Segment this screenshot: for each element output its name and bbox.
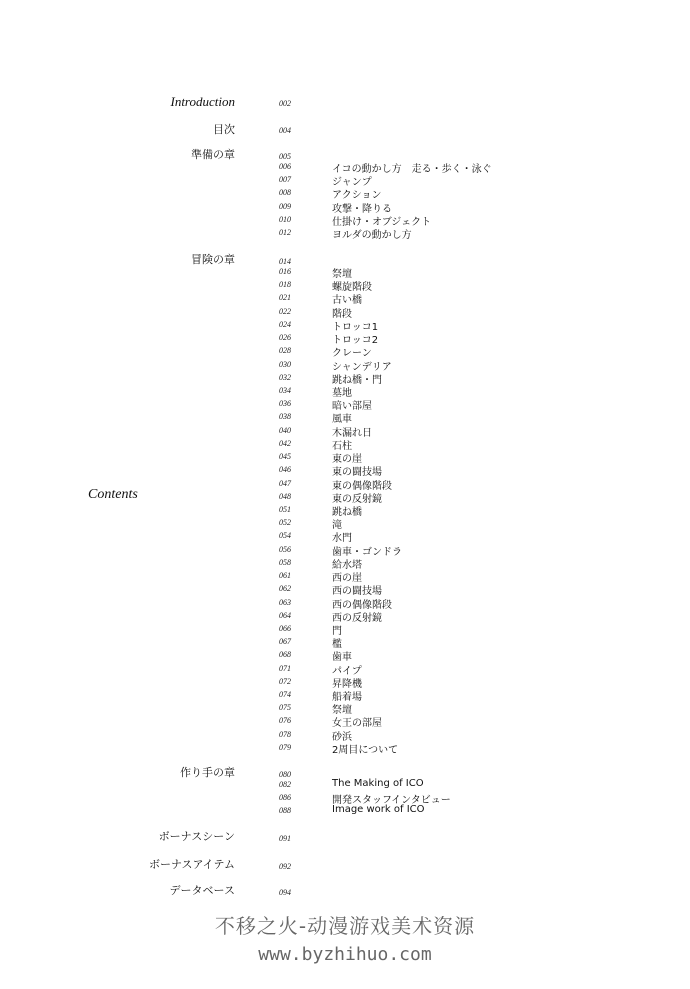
page-number: 021 xyxy=(279,293,291,303)
page-number: 014 xyxy=(279,257,291,266)
entry-label: 木漏れ日 xyxy=(332,427,372,439)
entry-label: 墓地 xyxy=(332,387,352,399)
entry-label: The Making of ICO xyxy=(332,778,424,789)
section-title-introduction: Introduction xyxy=(170,94,235,109)
page-number: 079 xyxy=(279,742,291,752)
page-number: 018 xyxy=(279,280,291,290)
entry-label: 仕掛け・オブジェクト xyxy=(332,216,432,228)
entry-label: トロッコ2 xyxy=(332,335,379,347)
page-number: 082 xyxy=(279,780,291,789)
page-number: 046 xyxy=(279,465,291,475)
page-number: 052 xyxy=(279,518,291,528)
page-number: 063 xyxy=(279,597,291,607)
watermark-line-2: www.byzhihuo.com xyxy=(258,944,432,965)
section-title-junbi: 準備の章 xyxy=(191,148,235,161)
entry-label: 西の偶像階段 xyxy=(332,599,392,611)
entry-label: 西の反射鏡 xyxy=(332,612,382,624)
entry-label: 東の崖 xyxy=(332,454,362,466)
entry-label: 古い橋 xyxy=(332,295,362,307)
entry-label: 滝 xyxy=(332,520,342,532)
entry-label: 暗い部屋 xyxy=(332,401,372,413)
entry-label: 女王の部屋 xyxy=(332,718,382,730)
entry-label: シャンデリア xyxy=(332,361,392,373)
page-number: 004 xyxy=(279,126,291,135)
entry-label: パイプ xyxy=(332,665,362,677)
entry-label: 水門 xyxy=(332,533,352,545)
page-number: 026 xyxy=(279,333,291,343)
page-number: 094 xyxy=(279,888,291,897)
page-number: 036 xyxy=(279,399,291,409)
entry-label: 開発スタッフインタビュー xyxy=(332,795,451,807)
page-number: 047 xyxy=(279,478,291,488)
page-number: 075 xyxy=(279,703,291,713)
page-number: 092 xyxy=(279,862,291,871)
entry-label: 砂浜 xyxy=(332,731,352,743)
page-number: 074 xyxy=(279,690,291,700)
page-number: 045 xyxy=(279,452,291,462)
entry-label: 東の闘技場 xyxy=(332,467,382,479)
page-number: 054 xyxy=(279,531,291,541)
page-number: 068 xyxy=(279,650,291,660)
page-number: 042 xyxy=(279,438,291,448)
section-title-tsukurite: 作り手の章 xyxy=(180,766,235,779)
page-number: 006 xyxy=(279,162,291,171)
entry-label: 跳ね橋・門 xyxy=(332,374,382,386)
entry-label: Image work of ICO xyxy=(332,804,425,816)
page-number: 008 xyxy=(279,188,291,198)
entry-label: 攻撃・降りる xyxy=(332,203,392,215)
page-number: 051 xyxy=(279,504,291,514)
page-number: 024 xyxy=(279,319,291,329)
section-title-bouken: 冒険の章 xyxy=(191,253,235,266)
page-number: 005 xyxy=(279,152,291,161)
entry-label: トロッコ1 xyxy=(332,321,379,333)
entry-label: 石柱 xyxy=(332,440,352,452)
entry-label: 祭壇 xyxy=(332,705,352,717)
page-number: 032 xyxy=(279,372,291,382)
entry-label: 跳ね橋 xyxy=(332,506,362,518)
page-number: 012 xyxy=(279,228,291,237)
page-number: 030 xyxy=(279,359,291,369)
entry-label: 歯車・ゴンドラ xyxy=(332,546,402,558)
page-number: 072 xyxy=(279,676,291,686)
page-number: 058 xyxy=(279,557,291,567)
page-number: 010 xyxy=(279,214,291,224)
section-title-database: データベース xyxy=(169,884,235,897)
entry-label: 2周目について xyxy=(332,744,399,756)
page-number: 076 xyxy=(279,716,291,726)
page-number: 040 xyxy=(279,425,291,435)
section-title-mokuji: 目次 xyxy=(213,123,235,136)
entry-label: イコの動かし方 走る・歩く・泳ぐ xyxy=(332,164,492,175)
section-title-bonus-scene: ボーナスシーン xyxy=(158,830,235,843)
entry-label: ジャンプ xyxy=(332,177,372,189)
page-number: 086 xyxy=(279,793,291,803)
page-number: 066 xyxy=(279,623,291,633)
entry-label: 門 xyxy=(332,625,342,637)
page-number: 062 xyxy=(279,584,291,594)
page-number: 080 xyxy=(279,770,291,779)
entry-label: 風車 xyxy=(332,414,352,426)
page-number: 061 xyxy=(279,571,291,581)
entry-label: アクション xyxy=(332,190,382,202)
entry-label: 階段 xyxy=(332,308,352,320)
entry-label: クレーン xyxy=(332,348,372,360)
watermark-line-1: 不移之火-动漫游戏美术资源 xyxy=(214,914,476,938)
page-number: 056 xyxy=(279,544,291,554)
entry-label: 西の闘技場 xyxy=(332,586,382,598)
page-number: 028 xyxy=(279,346,291,356)
page-number: 034 xyxy=(279,385,291,395)
entry-label: ヨルダの動かし方 xyxy=(332,230,412,241)
entry-label: 歯車 xyxy=(332,652,352,664)
page-number: 022 xyxy=(279,306,291,316)
entry-label: 螺旋階段 xyxy=(332,282,372,294)
page-number: 009 xyxy=(279,201,291,211)
page-number: 016 xyxy=(279,267,291,276)
entry-label: 西の崖 xyxy=(332,573,362,585)
page-number: 002 xyxy=(279,99,291,108)
section-title-bonus-item: ボーナスアイテム xyxy=(148,858,235,871)
entry-label: 給水塔 xyxy=(332,559,362,571)
page-number: 048 xyxy=(279,491,291,501)
entry-label: 船着場 xyxy=(332,692,362,704)
page-number: 088 xyxy=(279,806,291,816)
page-number: 091 xyxy=(279,834,291,843)
entry-label: 祭壇 xyxy=(332,269,352,280)
page-number: 067 xyxy=(279,637,291,647)
page-number: 071 xyxy=(279,663,291,673)
page-number: 078 xyxy=(279,729,291,739)
entry-label: 東の反射鏡 xyxy=(332,493,382,505)
page-number: 038 xyxy=(279,412,291,422)
page-number: 007 xyxy=(279,175,291,185)
entry-label: 東の偶像階段 xyxy=(332,480,392,492)
contents-label: Contents xyxy=(88,487,138,502)
entry-label: 昇降機 xyxy=(332,678,362,690)
page-number: 064 xyxy=(279,610,291,620)
entry-label: 檻 xyxy=(332,639,342,651)
